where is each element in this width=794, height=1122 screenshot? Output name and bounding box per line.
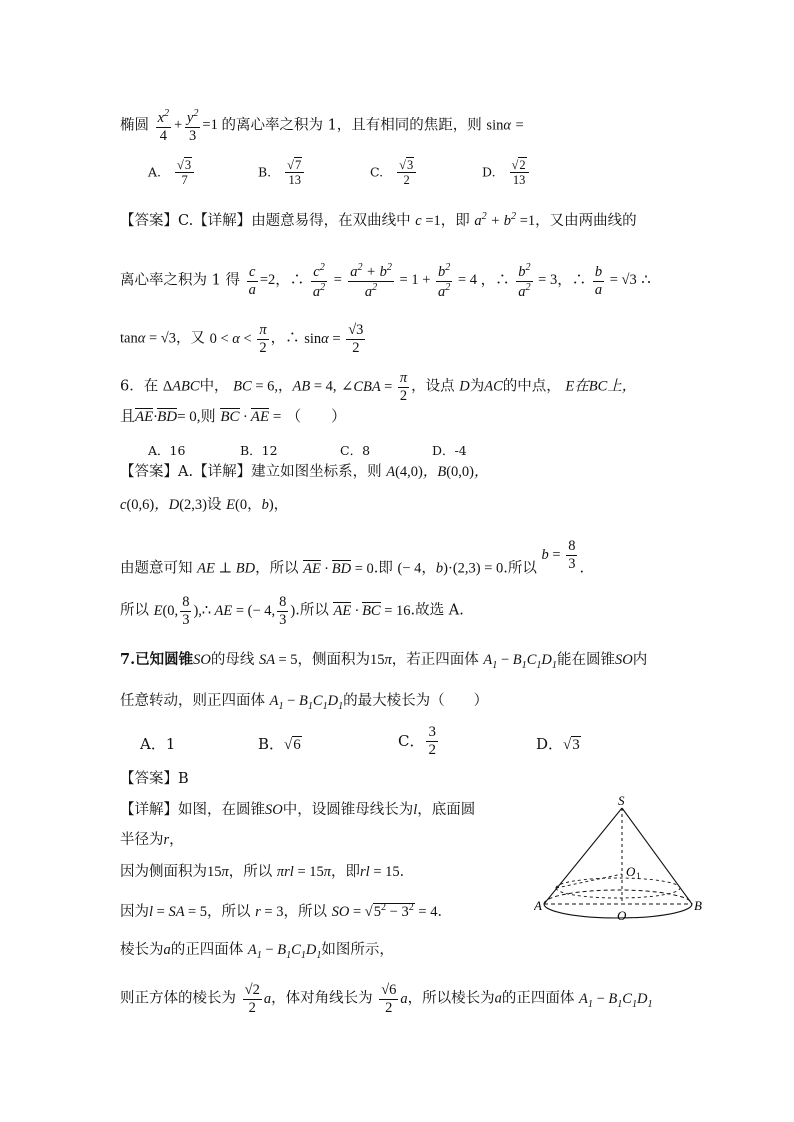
q5-answer-tag: 【答案】 [120, 212, 178, 229]
q7-option-a: A．1 [140, 735, 176, 753]
q5-b2-a2: $\frac{b^2}{a^2}$ = 3 [518, 262, 558, 300]
q6-triangle: ΔABC [162, 378, 200, 395]
q6-so3: 所以 [120, 602, 149, 619]
q7-d4c: ，所以 [283, 903, 327, 920]
q6-so2: .所以 [503, 560, 537, 577]
q6-set-d: ，设点 [411, 378, 455, 395]
q7-tetra-3: $A_1 - B_1C_1D_1$ [247, 942, 322, 961]
q7-detail-line5 [120, 943, 394, 961]
q7-l-sa: l = SA = 5 [149, 903, 208, 920]
q7-d5a: 棱长为 [120, 942, 164, 958]
q5-answer-line1 [120, 212, 637, 228]
q7-d6d: 的正四面体 [501, 990, 575, 1007]
q7-stem1e: 能在圆锥 [556, 652, 615, 668]
q6-stem-line2 [120, 408, 346, 425]
q7-detail-line6 [120, 982, 653, 1016]
q5-option-d: D. $\frac{√2}{13}$ [482, 158, 531, 188]
q7-option-c-label: C． [398, 731, 425, 750]
q6-so: 所以 [269, 560, 299, 577]
label-s: S [618, 796, 625, 808]
q7-stem1a: 7.已知圆锥 [120, 651, 194, 668]
q6-b-value: b = $\frac{8}{3}$ [541, 538, 576, 572]
q6-mid: 中， [199, 378, 229, 395]
q7-tetra-4: $A_1 - B_1C_1D_1$ [579, 990, 653, 1010]
q7-option-d-label: D． [536, 735, 564, 753]
q5-tan-alpha: tanα = √3 [120, 330, 176, 347]
q7-stem-line1 [120, 653, 647, 671]
q6-e-on-bc: E在BC上， [565, 378, 637, 395]
q5-sin-alpha: sinα = [486, 117, 525, 134]
q7-tetra-2: $A_1 - B_1C_1D_1$ [269, 693, 344, 712]
q6-answer-line1 [120, 465, 489, 480]
q7-l: l [413, 802, 418, 818]
q6-and: 且 [120, 407, 136, 425]
q5-stem-text-b: 的离心率之积为 1，且有相同的焦距，则 [221, 117, 482, 134]
q7-tetra-1: $A_1 - B_1C_1D_1$ [483, 652, 557, 671]
base-back-arc [544, 890, 692, 904]
q6-mid-point: 的中点， [502, 378, 561, 395]
q7-stem1c: ，侧面积为 [297, 652, 371, 668]
q7-detail-line2: 半径为r， [120, 832, 184, 848]
label-a: A [534, 898, 542, 913]
q5-line3b: ，又 [175, 330, 205, 347]
q7-d3c: ，即 [331, 864, 361, 880]
cone-right-edge [622, 808, 692, 904]
q5-stem-text-a: 椭圆 [120, 117, 149, 134]
q7-d1c: ，底面圆 [417, 802, 476, 818]
q7-stem1d: ，若正四面体 [391, 652, 479, 668]
q7-r-3: r = 3 [255, 903, 284, 920]
q7-stem1b: 的母线 [210, 652, 255, 668]
q7-option-b: B．√6 [258, 735, 301, 753]
q5-stem [120, 108, 524, 144]
q7-pirl: πrl = 15π [276, 864, 332, 880]
q5-answer-line3: tanα = √3，又 0 < α < $\frac{\pi}{2}$ ，∴ sinα = $\frac{√3}{2}$ [120, 322, 367, 356]
q7-15pi: 15π [370, 652, 392, 668]
q6-dot-zero: AE · BD = 0 [303, 560, 374, 577]
q5-a2b2: $a^2 + b^2 =1$ [474, 211, 536, 229]
q7-cube-edge: $\frac{√2}{2}$ a [244, 982, 272, 1016]
q7-diagonal: $\frac{√6}{2}$ a [381, 982, 408, 1016]
q5-option-c: C. $\frac{√3}{2}$ [370, 158, 418, 188]
q7-a: a [163, 942, 171, 958]
q6-d-label: D [459, 378, 470, 395]
q6-answer-line3: 由题意可知 AE ⊥ BD，所以 AE · BD = 0.即 (− 4，b)·(2,3) = 0.所以 b = $\frac{8}{3}$ . [120, 538, 585, 577]
cone-left-edge [544, 808, 622, 904]
q5-therefore-4: ∴ [641, 272, 651, 289]
svg-text:1: 1 [636, 871, 641, 881]
q6-perp: AE ⊥ BD [197, 560, 256, 577]
q5-line1b: ，即 [440, 212, 470, 229]
q6-number: 6．在 [120, 378, 159, 395]
q5-therefore-5: ∴ [285, 330, 300, 347]
q7-so-3: SO [265, 802, 283, 818]
label-o1: O [626, 864, 636, 879]
q5-detail-tag: 【详解】 [193, 212, 252, 229]
q7-15pi-2: 15π [207, 864, 229, 880]
q7-option-c: C． $\frac{3}{2}$ [398, 724, 436, 759]
q7-detail-line4: 因为l = SA = 5，所以 r = 3，所以 SO = $√5^2 - 3^2 = 4$． [120, 902, 452, 920]
q7-d3a: 因为侧面积为 [120, 864, 207, 880]
q6-option-c: C．8 [340, 443, 371, 458]
q5-therefore-1: ∴ [289, 272, 305, 289]
q6-bc-ae: BC · AE = [220, 409, 282, 425]
q5-option-d-label: D. [482, 164, 496, 180]
q6-result: AE · BC = 16 [333, 602, 411, 619]
q7-detail-line1 [120, 803, 475, 818]
q7-rl: rl = 15 [360, 864, 400, 880]
q7-d6b: ，体对角线长为 [271, 990, 373, 1007]
q6-d-is-mid: 为 [469, 378, 485, 395]
q6-option-d: D．-4 [432, 443, 467, 458]
q5-option-a-label: A. [148, 164, 162, 180]
q6-bc-ab: BC = 6,，AB = 4, [233, 378, 337, 395]
q5-ratio-eq: $\frac{c^2}{a^2}$ = $\frac{a^2 + b^2}{a^2}$ = 1 + $\frac{b^2}{a^2}$ = 4 [312, 262, 477, 300]
q6-points-ab: A(4,0)，B(0,0)， [386, 464, 489, 480]
q7-answer: 【答案】B [120, 771, 189, 787]
q5-line1a: 由题意易得，在双曲线中 [251, 212, 411, 229]
q5-b-over-a: $\frac{b}{a}$ = √3 [594, 263, 637, 298]
q7-r: r [163, 832, 170, 848]
q6-known: 由题意可知 [120, 560, 193, 577]
label-b: B [694, 898, 702, 913]
q6-answer-line4 [120, 594, 464, 628]
q7-d3b: ，所以 [228, 864, 273, 880]
q6-ae-bd-zero: AE·BD= 0, [135, 409, 201, 425]
q7-detail-line3: 因为侧面积为15π，所以 πrl = 15π，即rl = 15． [120, 864, 415, 880]
q6-points-cd: c(0,6)，D(2,3) [120, 497, 208, 513]
q6-detail-text: 【详解】建立如图坐标系，则 [193, 464, 382, 480]
q7-sa-5: SA = 5 [258, 652, 298, 668]
q5-line2a: 离心率之积为 1 得 [120, 272, 240, 289]
inner-back-arc [556, 878, 680, 888]
q6-dot-calc: (− 4，b)·(2,3) = 0 [397, 560, 504, 577]
q5-option-c-label: C. [370, 164, 384, 180]
q5-alpha-range: 0 < α < $\frac{\pi}{2}$ [209, 322, 267, 356]
q5-c-eq-1: c =1 [415, 212, 441, 229]
q5-answer-line2: 离心率之积为 1 得 $\frac{c}{a}$ =2，∴ $\frac{c^2}{a^2}$ = $\frac{a^2 + b^2}{a^2}$ = 1 + $\frac{b^2}{a^2}$ = 4 ，∴ $\frac{b^2}{a^2}$ = 3，∴ $\frac{b}{a}$ = √3 ∴ [120, 262, 651, 300]
q7-d4b: ，所以 [207, 903, 251, 920]
q7-d4a: 因为 [120, 903, 149, 920]
q5-option-b-label: B. [258, 164, 272, 180]
q6-end: .故选 A. [410, 602, 464, 619]
q5-c-over-a: $\frac{c}{a}$ =2 [248, 263, 276, 298]
q5-sin-result: sinα = $\frac{√3}{2}$ [304, 322, 364, 356]
q6-angle: ∠CBA = $\frac{\pi}{2}$ [341, 370, 408, 404]
q6-point-e: E(0，b) [226, 497, 274, 513]
q6-option-b: B．12 [240, 443, 278, 458]
q6-e-coords: E(0, $\frac{8}{3}$ ),∴ AE = (− 4, $\frac{8}{3}$ ) [153, 594, 296, 628]
cone-figure [534, 796, 714, 928]
q5-option-a: A. $\frac{√3}{7}$ [148, 158, 196, 188]
q6-so4: .所以 [295, 602, 329, 619]
q6-answer-line2: c(0,6)，D(2,3)设 E(0，b)， [120, 497, 289, 513]
q7-d5c: 如图所示， [321, 942, 394, 958]
q7-stem-line2 [120, 694, 488, 712]
inner-chord [556, 874, 622, 888]
q5-therefore-3: ∴ [571, 272, 587, 289]
q6-set-e: 设 [207, 497, 222, 513]
q7-so-2: SO [614, 652, 633, 668]
q5-line1c: ，又由两曲线的 [535, 212, 637, 229]
q7-stem2a: 任意转动，则正四面体 [120, 693, 265, 709]
q7-option-d: D．√3 [536, 735, 580, 753]
q7-stem1f: 内 [632, 652, 648, 668]
q7-so-1: SO [193, 652, 211, 668]
q7-so-4: SO = $√5^2 - 3^2 = 4$ [331, 902, 438, 920]
q7-d6c: ，所以棱长为 [407, 990, 495, 1007]
q7-a-2: a [494, 990, 502, 1007]
q6-paren: （ ） [286, 407, 347, 425]
q5-ellipse-equation: $\frac{x^2}{4}$ + $\frac{y^2}{3}$ =1 [157, 108, 218, 144]
q7-stem2b: 的最大棱长为（ ） [343, 693, 489, 709]
q5-therefore-2: ∴ [495, 272, 510, 289]
q6-option-a: A．16 [148, 443, 186, 458]
q7-d6a: 则正方体的棱长为 [120, 990, 236, 1007]
q5-answer-letter: C. [178, 212, 194, 229]
q6-ac-label: AC [484, 378, 503, 395]
q7-d2: 半径为 [120, 832, 164, 848]
q6-answer-tag: 【答案】A. [120, 464, 194, 480]
q6-then: 则 [200, 407, 216, 425]
q7-d1a: 【详解】如图，在圆锥 [120, 802, 265, 818]
q6-ie: .即 [373, 560, 393, 577]
q6-stem-line1 [120, 370, 636, 404]
q7-d5b: 的正四面体 [170, 942, 244, 958]
q5-option-b: B. $\frac{√7}{13}$ [258, 158, 306, 188]
q7-d1b: 中，设圆锥母线长为 [282, 802, 414, 818]
label-o: O [617, 908, 627, 923]
q7-option-b-label: B． [258, 735, 285, 753]
